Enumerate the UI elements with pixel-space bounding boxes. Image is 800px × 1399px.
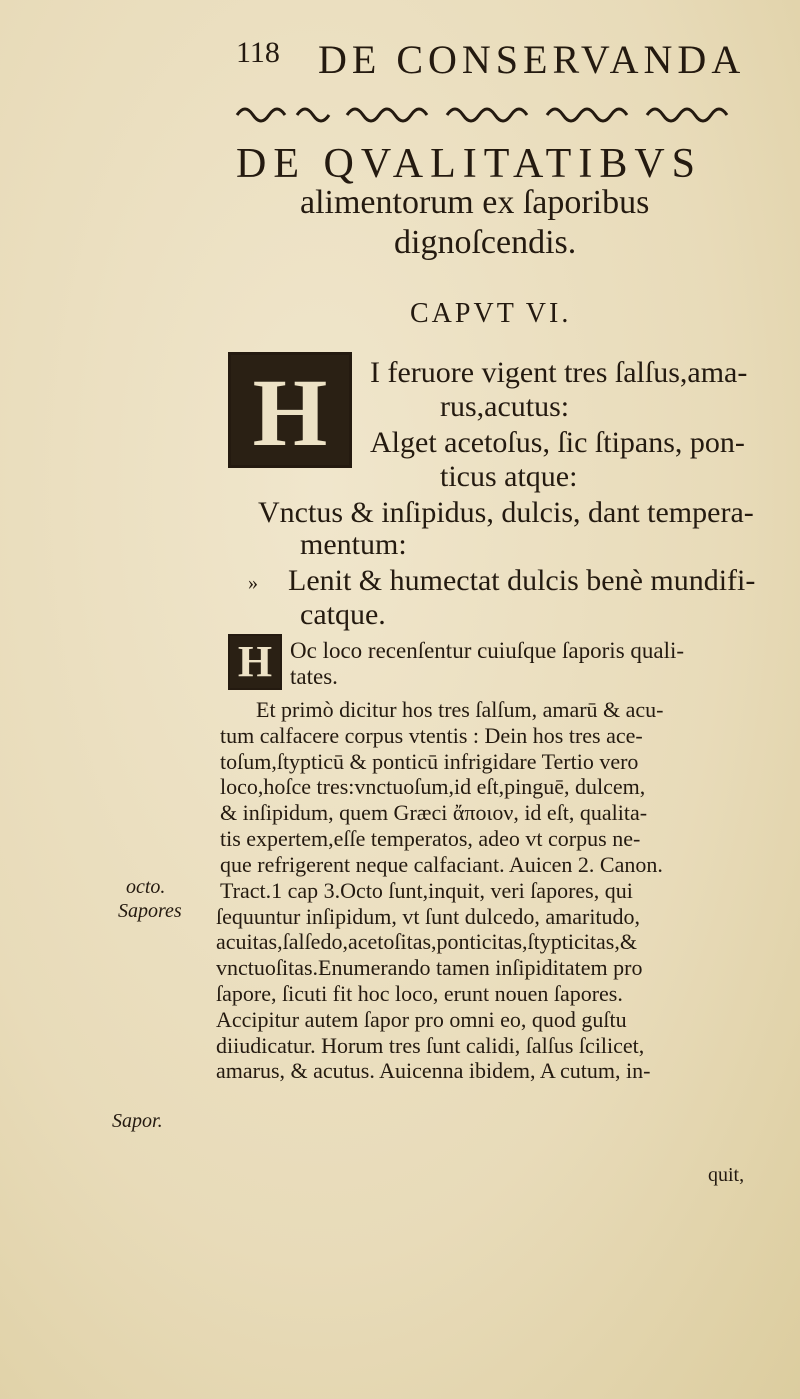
commentary-intro-line: Oc loco recenſentur cuiuſque ſaporis quali-: [290, 638, 685, 663]
body-text-line: & inſipidum, quem Græci ἄποιον, id eſt, qualita-: [220, 800, 648, 825]
commentary-intro-line: tates.: [290, 664, 338, 689]
margin-note: Sapores: [118, 900, 182, 922]
body-text-line: tis expertem,eſſe temperatos, adeo vt corpus ne-: [220, 826, 641, 851]
chapter-number: CAPVT VI.: [410, 298, 572, 329]
quotation-mark: »: [248, 572, 258, 594]
body-text-line: amarus, & acutus. Auicenna ibidem, A cutum, in-: [216, 1058, 651, 1083]
body-text-line: loco,hoſce tres:vnctuoſum,id eſt,pinguē, dulcem,: [220, 774, 646, 799]
body-text-line: ſequuntur inſipidum, vt ſunt dulcedo, amaritudo,: [216, 904, 641, 929]
body-text-line: vnctuoſitas.Enumerando tamen inſipiditatem pro: [216, 955, 643, 980]
decorated-initial-letter: H: [252, 359, 328, 466]
body-text-line: tum calfacere corpus vtentis : Dein hos tres ace-: [220, 723, 643, 748]
running-head: DE CONSERVANDA: [318, 37, 746, 82]
body-text-line: que refrigerent neque calfaciant. Auicen 2. Canon.: [220, 852, 663, 877]
verse-line: rus,acutus:: [440, 390, 570, 423]
chapter-title-line-2: alimentorum ex ſaporibus: [300, 184, 650, 221]
body-text-line: diiudicatur. Horum tres ſunt calidi, ſalſus ſcilicet,: [216, 1033, 645, 1058]
commentary-initial-letter: H: [237, 637, 273, 686]
verse-line: I feruore vigent tres ſalſus,ama-: [370, 356, 748, 389]
body-text-line: toſum,ſtypticū & ponticū infrigidare Tertio vero: [220, 749, 639, 774]
page-number: 118: [236, 36, 280, 69]
chapter-title-line-1: DE QVALITATIBVS: [236, 141, 703, 187]
body-text-line: Tract.1 cap 3.Octo ſunt,inquit, veri ſapores, qui: [220, 878, 633, 903]
decorated-initial: [228, 352, 352, 468]
body-text-line: acuitas,ſalſedo,acetoſitas,ponticitas,ſtypticitas,&: [216, 929, 637, 954]
catchword: quit,: [708, 1164, 745, 1186]
commentary-initial: [228, 634, 282, 690]
verse-line: catque.: [300, 598, 386, 631]
verse-line: Vnctus & inſipidus, dulcis, dant tempera-: [258, 496, 754, 529]
body-text-line: Et primò dicitur hos tres ſalſum, amarū & acu-: [256, 697, 664, 722]
body-text-line: ſapore, ſicuti fit hoc loco, erunt nouen ſapores.: [216, 981, 623, 1006]
verse-line: mentum:: [300, 528, 407, 561]
verse-line: Lenit & humectat dulcis benè mundifi-: [288, 564, 756, 597]
chapter-title-line-3: dignoſcendis.: [394, 224, 577, 261]
ornamental-band-icon: [232, 98, 762, 132]
verse-line: ticus atque:: [440, 460, 578, 493]
margin-note: Sapor.: [112, 1110, 163, 1132]
margin-note: octo.: [126, 876, 166, 898]
verse-line: Alget acetoſus, ſic ſtipans, pon-: [370, 426, 745, 459]
body-text-line: Accipitur autem ſapor pro omni eo, quod guſtu: [216, 1007, 627, 1032]
